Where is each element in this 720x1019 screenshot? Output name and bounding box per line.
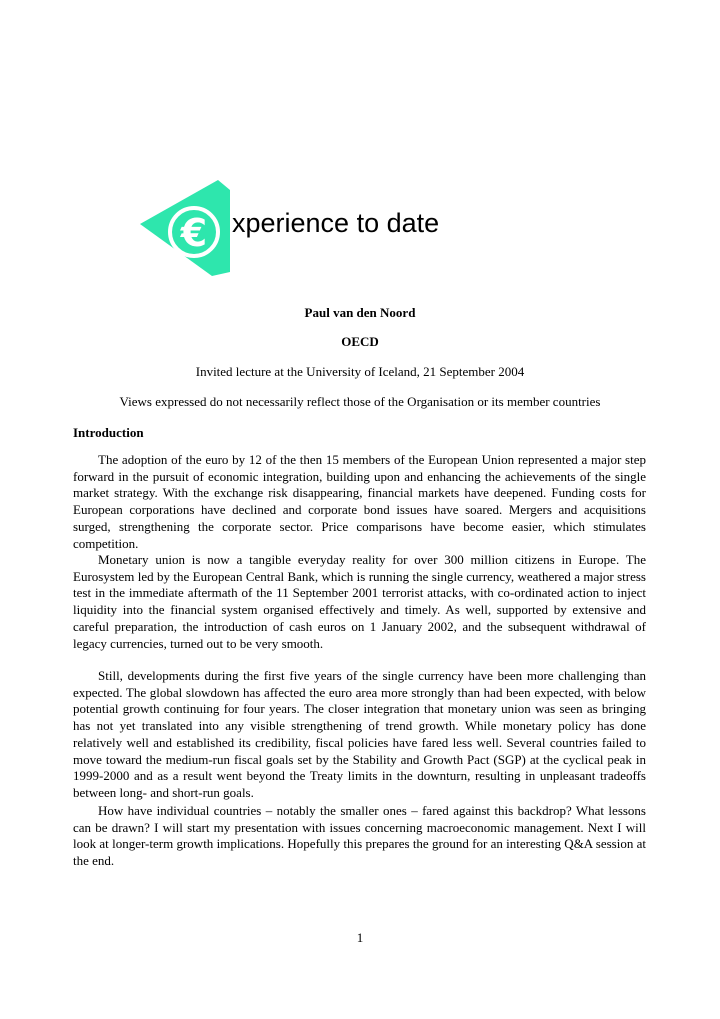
paragraph: Still, developments during the first five years of the single currency have been more challenging than expected. The global slowdown has affected the euro area more strongly than had been expected, with below potential growth continuing for four years. The closer integration that monetary union was seen as bringing has not yet translated into any visible strengthening of trend growth. While monetary policy has done relatively well and established its credibility, fiscal policies have fared less well. Several countries failed to move toward the medium-run fiscal goals set by the Stability and Growth Pact (SGP) at the cyclical peak in 1999-2000 and as a result went beyond the Treaty limits in the downturn, resulting in unpleasant tradeoffs between long- and short-run goals. bbox=[73, 668, 646, 800]
disclaimer: Views expressed do not necessarily reflect those of the Organisation or its member countries bbox=[119, 394, 601, 409]
author-name: Paul van den Noord bbox=[304, 305, 416, 320]
euro-symbol: € bbox=[180, 211, 208, 255]
logo bbox=[138, 176, 498, 276]
section-heading: Introduction bbox=[73, 425, 144, 440]
paragraph: How have individual countries – notably the smaller ones – fared against this backdrop? What lessons can be drawn? I will start my presentation with issues concerning macroeconomic management. Next I will look at longer-term growth implications. Hopefully this prepares the ground for an interesting Q&A session at the end. bbox=[73, 803, 646, 869]
page-number: 1 bbox=[356, 930, 364, 945]
paragraph: Monetary union is now a tangible everyday reality for over 300 million citizens in Europe. The Eurosystem led by the European Central Bank, which is running the single currency, weathered a major stress test in the immediate aftermath of the 11 September 2001 terrorist attacks, with co-ordinated action to inject liquidity into the financial system organised effectively and timely. As well, supported by extensive and careful preparation, the introduction of cash euros on 1 January 2002, and the subsequent withdrawal of legacy currencies, turned out to be very smooth. bbox=[73, 552, 646, 651]
lecture-info: Invited lecture at the University of Iceland, 21 September 2004 bbox=[195, 364, 525, 379]
paragraph: The adoption of the euro by 12 of the then 15 members of the European Union represented a major step forward in the pursuit of economic integration, building upon and enhancing the achievements of the single market strategy. With the exchange risk disappearing, financial markets have deepened. Funding costs for European corporations have declined and corporate bond issues have soared. Mergers and acquisitions surged, strengthening the corporate sector. Price comparisons have become easier, which stimulates competition. bbox=[73, 452, 646, 551]
logo-text: xperience to date bbox=[232, 208, 440, 238]
euro-symbol-icon bbox=[138, 176, 238, 276]
organization: OECD bbox=[341, 334, 379, 349]
